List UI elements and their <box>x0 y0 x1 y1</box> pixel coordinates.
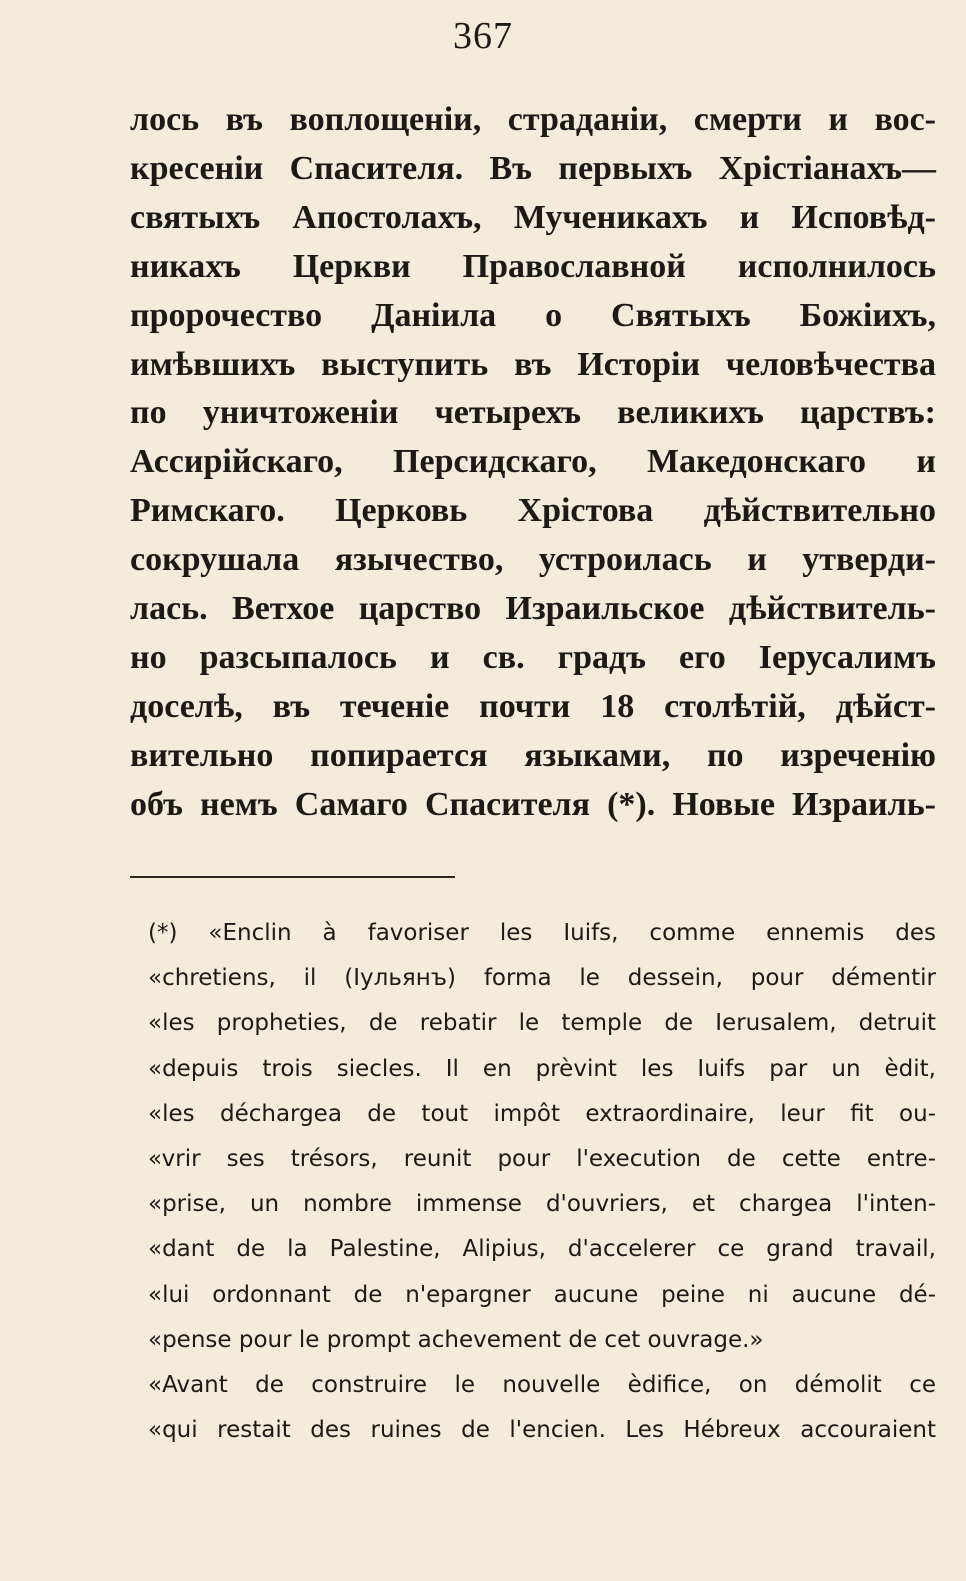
text-line: пророчество Даніила о Святыхъ Божіихъ, <box>130 296 936 334</box>
footnote-line: «les déchargea de tout impôt extraordinaire, leur fit ou- <box>148 1100 936 1127</box>
text-line: доселѣ, въ теченіе почти 18 столѣтій, дѣйст- <box>130 687 936 725</box>
text-line: кресеніи Спасителя. Въ первыхъ Хрістіанахъ— <box>130 149 936 187</box>
text-line: Римскаго. Церковь Хрістова дѣйствительно <box>130 492 936 530</box>
footnote-line: «lui ordonnant de n'epargner aucune peine ni aucune dé- <box>148 1281 936 1308</box>
footnote-line: «dant de la Palestine, Alipius, d'accelerer ce grand travail, <box>148 1236 936 1263</box>
text-line: объ немъ Самаго Спасителя (*). Новые Израиль- <box>130 785 936 823</box>
footnote <box>148 911 936 1453</box>
text-line: лось въ воплощеніи, страданіи, смерти и вос- <box>130 101 936 138</box>
text-line: святыхъ Апостолахъ, Мученикахъ и Исповѣд- <box>130 198 936 236</box>
footnote-line: «chretiens, il (Іульянъ) forma le dessein, pour démentir <box>148 965 936 992</box>
footnote-line: «vrir ses trésors, reunit pour l'execution de cette entre- <box>148 1146 936 1173</box>
footnote-line: «pense pour le prompt achevement de cet ouvrage.» <box>148 1326 764 1353</box>
footnote-line: «prise, un nombre immense d'ouvriers, et chargea l'inten- <box>148 1191 936 1218</box>
main-text <box>130 96 936 830</box>
text-line: имѣвшихъ выступить въ Исторіи человѣчества <box>130 345 936 383</box>
text-line: вительно попирается языками, по изреченію <box>130 736 936 774</box>
page-number: 367 <box>453 15 513 57</box>
text-line: никахъ Церкви Православной исполнилось <box>130 247 936 285</box>
footnote-line: «Avant de construire le nouvelle èdifice, on démolit ce <box>148 1372 936 1399</box>
text-line: Ассирійскаго, Персидскаго, Македонскаго и <box>130 443 936 481</box>
footnote-line: «les propheties, de rebatir le temple de Ierusalem, detruit <box>148 1010 936 1037</box>
text-line: сокрушала язычество, устроилась и утверди- <box>130 541 936 579</box>
text-line: но разсыпалось и св. градъ его Іерусалимъ <box>130 638 936 676</box>
text-line: лась. Ветхое царство Израильское дѣйствитель- <box>130 590 936 628</box>
text-line: по уничтоженіи четырехъ великихъ царствъ: <box>130 394 936 432</box>
footnote-line: (*) «Enclin à favoriser les Iuifs, comme ennemis des <box>148 920 936 946</box>
footnote-line: «depuis trois siecles. Il en prèvint les Iuifs par un èdit, <box>148 1055 936 1082</box>
footnote-divider <box>130 876 455 878</box>
footnote-line: «qui restait des ruines de l'encien. Les Hébreux accouraient <box>148 1417 936 1444</box>
